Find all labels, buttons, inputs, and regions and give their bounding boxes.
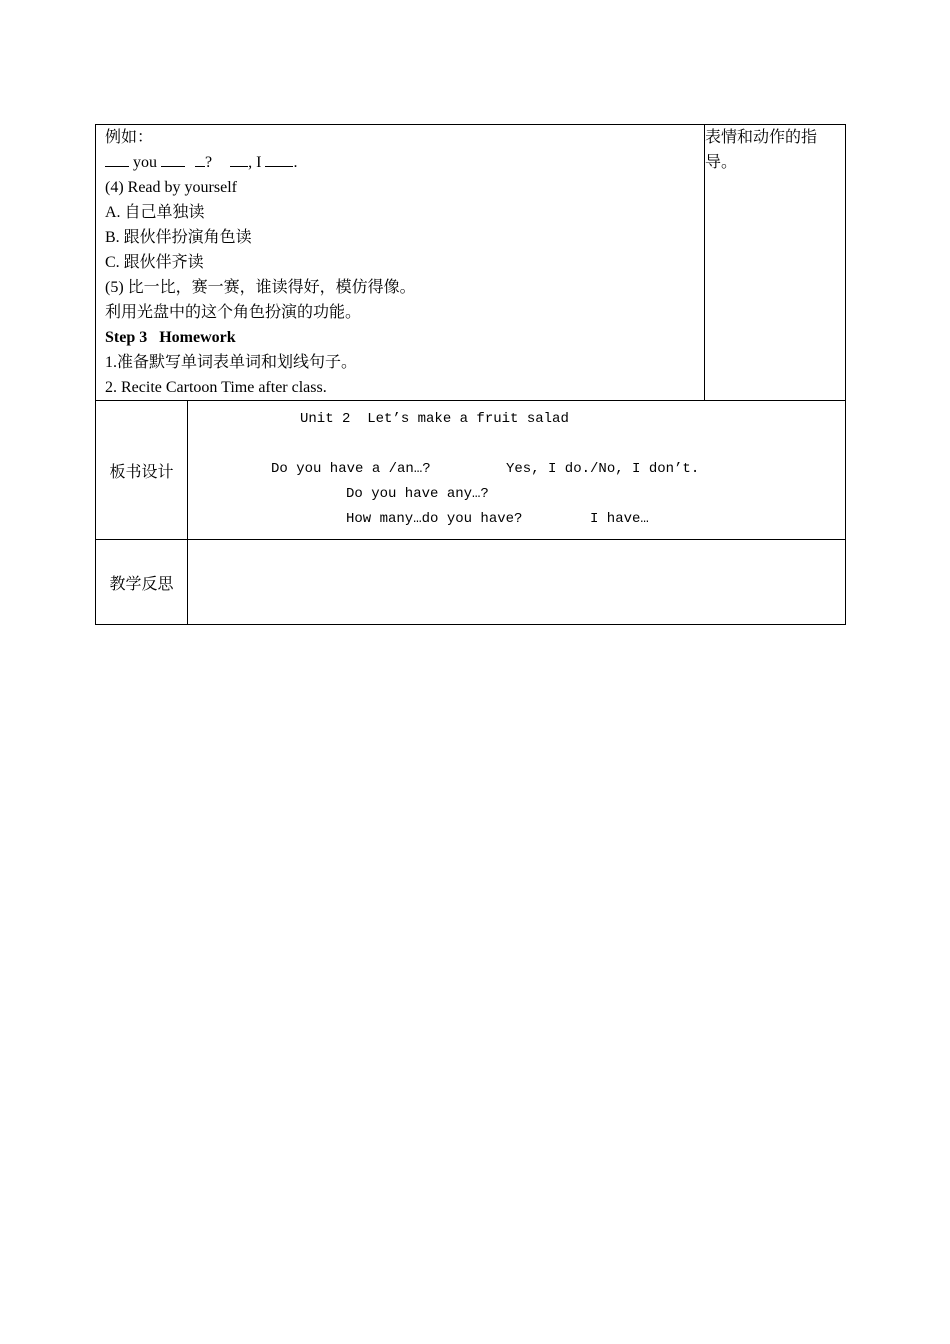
reflection-row bbox=[96, 540, 846, 625]
blank bbox=[195, 152, 205, 167]
disc-role-line: 利用光盘中的这个角色扮演的功能。 bbox=[105, 304, 362, 321]
blank-text-you: you bbox=[133, 154, 157, 171]
read-by-yourself: (4) Read by yourself bbox=[105, 179, 237, 196]
steps-row bbox=[96, 125, 846, 401]
blank-text-qmark: ? bbox=[205, 154, 213, 171]
blank-text-period: . bbox=[293, 154, 298, 171]
board-title: Unit 2 Let’s make a fruit salad bbox=[300, 411, 569, 427]
reflection-label: 教学反思 bbox=[109, 575, 174, 593]
lesson-plan-table bbox=[95, 124, 846, 625]
option-c: C. 跟伙伴齐读 bbox=[105, 254, 204, 271]
option-b: B. 跟伙伴扮演角色读 bbox=[105, 229, 252, 246]
blank-text-i: , I bbox=[248, 154, 262, 171]
board-line1-question: Do you have a /an…? bbox=[271, 461, 431, 477]
compete-line: (5) 比一比，赛一赛，谁读得好，模仿得像。 bbox=[105, 279, 416, 296]
board-line1-answer: Yes, I do./No, I don’t. bbox=[506, 461, 700, 477]
board-label-cell bbox=[96, 401, 188, 540]
blank bbox=[265, 152, 293, 167]
homework-1: 1.准备默写单词表单词和划线句子。 bbox=[105, 354, 358, 371]
board-content bbox=[188, 401, 845, 539]
blank bbox=[105, 152, 129, 167]
example-label: 例如： bbox=[105, 129, 154, 146]
blank bbox=[230, 152, 248, 167]
side-note: 表情和动作的指导。 bbox=[705, 129, 818, 171]
blank bbox=[161, 152, 185, 167]
board-line3-answer: I have… bbox=[590, 511, 649, 527]
option-a: A. 自己单独读 bbox=[105, 204, 205, 221]
homework-2: 2. Recite Cartoon Time after class. bbox=[105, 379, 327, 396]
reflection-label-cell bbox=[96, 540, 188, 625]
lesson-plan-document bbox=[95, 124, 845, 625]
board-row bbox=[96, 401, 846, 540]
fill-in-blank-line bbox=[96, 150, 704, 175]
reflection-content-cell bbox=[188, 540, 846, 625]
side-note-cell bbox=[705, 125, 846, 401]
steps-cell bbox=[96, 125, 705, 401]
board-content-cell bbox=[188, 401, 846, 540]
board-line2: Do you have any…? bbox=[346, 486, 489, 502]
step3-heading: Step 3 Homework bbox=[105, 329, 236, 346]
board-label: 板书设计 bbox=[109, 463, 174, 481]
board-line3-question: How many…do you have? bbox=[346, 511, 523, 527]
